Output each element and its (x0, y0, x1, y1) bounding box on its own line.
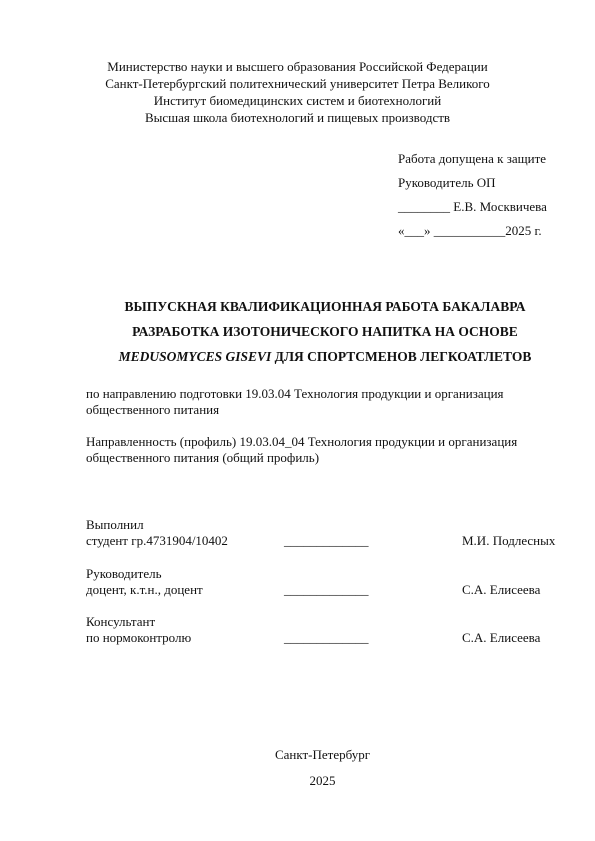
study-direction: по направлению подготовки 19.03.04 Технология продукции и организация общественного питания (86, 386, 504, 417)
signature-role-detail: по нормоконтролю (86, 630, 192, 645)
approval-block (398, 147, 547, 243)
thesis-title-block (0, 294, 595, 369)
university-line: Санкт-Петербургский политехнический университет Петра Великого (105, 76, 490, 91)
signature-row-consultant (86, 614, 576, 646)
approval-date: «___» ___________2025 г. (398, 223, 542, 238)
thesis-title-line2 (0, 344, 595, 369)
signature-line: _____________ (284, 582, 369, 597)
approval-head-title: Руководитель ОП (398, 175, 496, 190)
signature-role-detail: доцент, к.т.н., доцент (86, 582, 203, 597)
signature-role: Руководитель (86, 566, 162, 581)
signature-row-student (86, 517, 576, 549)
school-line: Высшая школа биотехнологий и пищевых производств (144, 110, 451, 125)
signature-name: М.И. Подлесных (462, 533, 556, 548)
signature-role: Консультант (86, 614, 156, 629)
signature-line: _____________ (284, 630, 369, 645)
signature-name: С.А. Елисеева (462, 630, 541, 645)
signature-name: С.А. Елисеева (462, 582, 541, 597)
organism-name: MEDUSOMYCES GISEVI (118, 349, 272, 364)
signature-role-detail: студент гр.4731904/10402 (86, 533, 228, 548)
footer-city: Санкт-Петербург (274, 747, 371, 762)
thesis-type: ВЫПУСКНАЯ КВАЛИФИКАЦИОННАЯ РАБОТА БАКАЛАВРА (124, 299, 526, 314)
footer (0, 742, 595, 794)
approval-admitted: Работа допущена к защите (398, 151, 547, 166)
signature-role: Выполнил (86, 517, 144, 532)
thesis-title-line2-rest: ДЛЯ СПОРТСМЕНОВ ЛЕГКОАТЛЕТОВ (271, 349, 532, 364)
thesis-title-line1: РАЗРАБОТКА ИЗОТОНИЧЕСКОГО НАПИТКА НА ОСНОВЕ (132, 324, 518, 339)
study-profile: Направленность (профиль) 19.03.04_04 Технология продукции и организация общественного питания (общий профиль) (86, 434, 518, 465)
approval-signature: ________ Е.В. Москвичева (398, 199, 547, 214)
signature-row-supervisor (86, 566, 576, 598)
institute-line: Институт биомедицинских систем и биотехнологий (153, 93, 442, 108)
ministry-line: Министерство науки и высшего образования Российской Федерации (107, 59, 488, 74)
institution-header (0, 58, 595, 126)
footer-year: 2025 (309, 773, 336, 788)
signature-line: _____________ (284, 533, 369, 548)
